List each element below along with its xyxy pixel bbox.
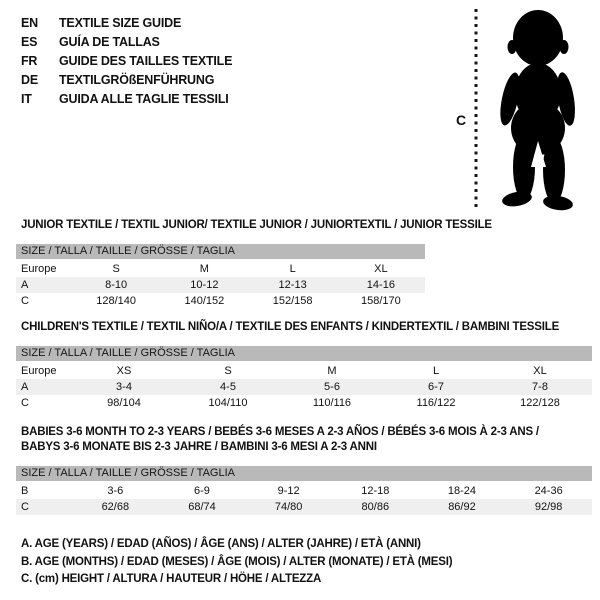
table-row	[16, 261, 425, 277]
language-code: FR	[21, 54, 38, 68]
size-cell: L	[289, 263, 296, 275]
language-row	[21, 14, 232, 33]
size-cell: 3-4	[116, 381, 132, 393]
size-cell: 98/104	[107, 397, 141, 409]
row-label: B	[21, 485, 29, 497]
size-cell: 14-16	[366, 279, 395, 291]
size-cell: L	[432, 365, 440, 377]
junior-textile-table	[16, 218, 492, 309]
size-cell: 7-8	[532, 381, 548, 393]
table-title: BABYS 3-6 MONATE BIS 2-3 JAHRE / BAMBINI 3-6 MESI A 2-3 ANNI	[21, 441, 377, 453]
size-cell: 18-24	[447, 485, 477, 497]
row-label: A	[21, 381, 29, 393]
size-cell: S	[224, 365, 232, 377]
language-code: ES	[21, 35, 38, 49]
baby-silhouette-icon	[497, 10, 579, 212]
size-cell: 116/122	[416, 397, 456, 409]
size-cell: XL	[374, 263, 388, 275]
language-row	[21, 33, 232, 52]
row-label: C	[21, 501, 29, 513]
table-row	[16, 293, 425, 309]
legend-line-age-years: A. AGE (YEARS) / EDAD (AÑOS) / ÂGE (ANS) / ALTER (JAHRE) / ETÀ (ANNI)	[21, 538, 421, 550]
table-title: BABIES 3-6 MONTH TO 2-3 YEARS / BEBÉS 3-6 MESES A 2-3 AÑOS / BÉBÉS 3-6 MOIS À 2-3 ANS /	[21, 426, 539, 438]
row-label: Europe	[21, 263, 57, 275]
size-cell: 4-5	[220, 381, 236, 393]
table-title: CHILDREN'S TEXTILE / TEXTIL NIÑO/A / TEXTILE DES ENFANTS / KINDERTEXTIL / BAMBINI TESSILE	[21, 321, 560, 333]
table-row	[16, 277, 425, 293]
children-textile-table	[16, 320, 592, 411]
size-cell: 152/158	[272, 295, 313, 307]
size-header-bar: SIZE / TALLA / TAILLE / GRÖSSE / TAGLIA	[16, 466, 592, 481]
guide-title: TEXTILE SIZE GUIDE	[59, 16, 182, 30]
legend-line-height: C. (cm) HEIGHT / ALTURA / HAUTEUR / HÖHE / ALTEZZA	[21, 573, 322, 585]
size-table	[16, 483, 592, 515]
size-cell: 24-36	[534, 485, 563, 497]
guide-title: TEXTILGRÖßENFÜHRUNG	[59, 73, 215, 87]
size-cell: XL	[533, 365, 547, 377]
size-cell: 86/92	[448, 501, 476, 513]
size-cell: 9-12	[277, 485, 300, 497]
size-table	[16, 261, 425, 309]
height-label: C	[456, 112, 467, 128]
size-cell: M	[199, 263, 209, 275]
row-label: C	[21, 295, 29, 307]
size-cell: 12-13	[278, 279, 307, 291]
babies-textile-table	[16, 425, 592, 515]
language-code: DE	[21, 73, 38, 87]
table-row	[16, 499, 592, 515]
table-title: JUNIOR TEXTILE / TEXTIL JUNIOR/ TEXTILE JUNIOR / JUNIORTEXTIL / JUNIOR TESSILE	[21, 219, 492, 231]
size-cell: M	[327, 365, 337, 377]
size-cell: 68/74	[188, 501, 216, 513]
guide-title: GUIDA ALLE TAGLIE TESSILI	[59, 92, 229, 106]
size-header-bar: SIZE / TALLA / TAILLE / GRÖSSE / TAGLIA	[16, 346, 592, 361]
size-cell: 8-10	[105, 279, 128, 291]
size-cell: 10-12	[190, 279, 219, 291]
table-row	[16, 483, 592, 499]
size-table	[16, 363, 592, 411]
size-cell: 92/98	[534, 501, 563, 513]
table-row	[16, 379, 592, 395]
size-cell: 128/140	[96, 295, 136, 307]
size-cell: 80/86	[361, 501, 390, 513]
size-cell: 122/128	[520, 397, 560, 409]
legend-line-age-months: B. AGE (MONTHS) / EDAD (MESES) / ÂGE (MOIS) / ALTER (MONATE) / ETÀ (MESI)	[21, 555, 453, 568]
language-title-block	[21, 14, 232, 109]
language-row	[21, 52, 232, 71]
size-cell: 140/152	[184, 295, 225, 307]
size-header-bar: SIZE / TALLA / TAILLE / GRÖSSE / TAGLIA	[16, 244, 425, 259]
language-row	[21, 90, 232, 109]
size-cell: 6-9	[194, 485, 210, 497]
size-figure	[448, 4, 593, 214]
language-code: EN	[21, 16, 38, 30]
size-cell: 74/80	[274, 501, 303, 513]
guide-title: GUÍA DE TALLAS	[59, 35, 160, 49]
size-cell: 3-6	[107, 485, 124, 497]
measure-legend	[21, 536, 452, 589]
row-label: A	[21, 279, 29, 291]
size-cell: 62/68	[101, 501, 130, 513]
size-cell: 110/116	[312, 397, 352, 409]
size-cell: 104/110	[208, 397, 248, 409]
size-cell: 158/170	[360, 295, 401, 307]
row-label: C	[21, 397, 29, 409]
size-cell: 6-7	[428, 381, 444, 393]
language-row	[21, 71, 232, 90]
language-code: IT	[21, 92, 32, 106]
size-cell: XS	[116, 365, 132, 377]
guide-title: GUIDE DES TAILLES TEXTILE	[59, 54, 233, 68]
size-cell: 5-6	[324, 381, 340, 393]
size-cell: S	[112, 263, 120, 275]
table-row	[16, 363, 592, 379]
table-row	[16, 395, 592, 411]
row-label: Europe	[21, 365, 57, 377]
size-cell: 12-18	[361, 485, 390, 497]
